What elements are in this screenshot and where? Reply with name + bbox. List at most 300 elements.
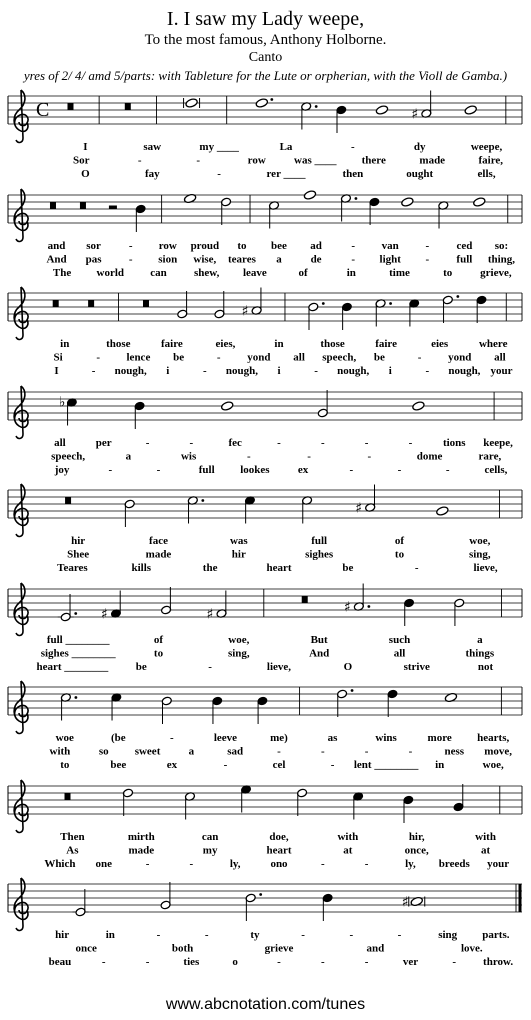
lyric-syllable: heart ________ (36, 661, 109, 673)
treble-clef-path (14, 90, 28, 142)
note-half (60, 693, 77, 721)
lyric-syllable: And (46, 253, 67, 266)
lyric-syllable: (be (110, 732, 126, 744)
lyric-syllable: pas (85, 253, 102, 266)
treble-clef-icon (14, 90, 28, 142)
lyric-syllable: keepe, (483, 437, 513, 449)
breve-rest-icon (302, 596, 308, 603)
lyric-syllable: parts. (482, 929, 510, 941)
lyric-syllable: all (393, 647, 406, 660)
lyric-syllable: sighes ________ (40, 647, 116, 660)
lyric-syllable: weepe, (470, 141, 503, 153)
time-signature: C (36, 99, 50, 121)
lyric-syllable: throw. (483, 956, 514, 968)
lyric-syllable: a (125, 450, 132, 463)
lyric-syllable: rer ____ (266, 168, 306, 180)
lyric-syllable: - (96, 351, 101, 364)
note-half (187, 496, 204, 524)
lyric-syllable: mirth (127, 831, 155, 843)
lyric-syllable: full ________ (46, 634, 110, 646)
lyric-syllable: ness (444, 745, 465, 758)
note-quarter (257, 696, 268, 724)
dot (355, 197, 358, 200)
lyric-syllable: there (361, 154, 386, 167)
lyric-syllable: all (494, 351, 506, 364)
lyric-syllable: - (397, 929, 402, 941)
note-quarter (111, 693, 122, 721)
lyric-syllable: lieve, (266, 661, 292, 673)
note-half (438, 201, 449, 229)
note-quarter (403, 795, 414, 823)
lyric-syllable: in (105, 929, 115, 941)
lyric-syllable: - (397, 464, 402, 476)
breve-rest-icon (67, 103, 73, 110)
lyric-syllable: of (394, 535, 405, 547)
lyric-syllable: I (54, 365, 59, 377)
lyric-syllable: ells, (477, 168, 496, 180)
lyric-syllable: Then (60, 831, 85, 843)
lyric-syllable: woe, (482, 759, 504, 771)
lyric-syllable: those (106, 338, 131, 350)
lyric-syllable: - (247, 450, 251, 463)
note-quarter (212, 696, 223, 724)
tune-subtitle: To the most famous, Anthony Holborne. (144, 32, 387, 48)
lyric-syllable: ty (250, 929, 260, 941)
lyric-syllable: face (149, 535, 168, 547)
note-half (268, 201, 279, 229)
treble-clef-icon (14, 386, 28, 438)
lyric-syllable: - (364, 956, 369, 968)
lyric-syllable: Sor (73, 154, 90, 167)
lyric-syllable: your (490, 365, 513, 377)
lyric-syllable: bee (110, 759, 127, 771)
note-head (375, 105, 388, 116)
lyric-syllable: hir (231, 548, 246, 561)
lyric-syllable: at (343, 844, 353, 857)
lyric-syllable: once (75, 942, 97, 955)
dot (322, 302, 325, 305)
note-half (454, 598, 465, 626)
sharp-icon: ♯ (411, 106, 419, 123)
lyric-syllable: shew, (194, 267, 220, 279)
lyric-syllable: - (128, 253, 133, 266)
note-quarter (387, 689, 398, 717)
lyric-syllable: made (145, 548, 172, 561)
breve-rest-icon (88, 300, 94, 307)
breve-rest-icon (65, 497, 71, 504)
lyric-syllable: a (188, 745, 195, 758)
note-half (207, 591, 228, 623)
lyric-syllable: de (310, 253, 322, 266)
lyric-syllable: nough, (337, 365, 370, 377)
note-half (442, 295, 459, 323)
lyric-syllable: - (277, 956, 281, 968)
note-quarter (404, 598, 415, 626)
lyric-syllable: of (153, 634, 164, 646)
staff-lines (8, 589, 522, 617)
note-head (401, 197, 414, 208)
lyric-syllable: - (408, 437, 413, 449)
lyric-syllable: where (478, 338, 508, 350)
note-whole (303, 190, 316, 201)
lyric-syllable: hir, (408, 831, 425, 843)
treble-clef-icon (14, 681, 28, 733)
lyric-syllable: was (229, 535, 248, 547)
lyric-syllable: - (216, 351, 221, 364)
lyric-syllable: ex (166, 759, 178, 771)
lyric-syllable: faire (160, 338, 183, 350)
treble-clef-icon (14, 484, 28, 536)
lyric-syllable: be (135, 661, 147, 673)
lyric-syllable: - (452, 956, 457, 968)
lyric-syllable: with (337, 831, 359, 843)
lyric-syllable: - (137, 154, 142, 167)
note-half (245, 893, 262, 921)
dot (201, 499, 204, 502)
note-quarter (409, 299, 420, 327)
dot (389, 302, 392, 305)
lyric-syllable: nough, (448, 365, 481, 377)
lyric-syllable: full (198, 464, 215, 476)
treble-clef-icon (14, 780, 28, 832)
lyric-syllable: speech, (322, 351, 357, 364)
lyric-syllable: lookes (240, 464, 270, 476)
lyric-syllable: both (171, 942, 194, 955)
lyric-syllable: ex (297, 464, 309, 476)
note-half (344, 584, 370, 616)
lyric-syllable: - (204, 929, 209, 941)
lyric-syllable: full (311, 535, 328, 547)
note-quarter (101, 591, 122, 623)
lyric-syllable: i (388, 365, 392, 377)
treble-clef-icon (14, 189, 28, 241)
lyric-syllable: be (342, 562, 354, 574)
lyric-syllable: a (477, 634, 483, 646)
part-name: Canto (248, 50, 283, 65)
treble-clef-icon (14, 583, 28, 635)
lyric-syllable: wis (180, 450, 197, 463)
breve-rest-icon (53, 300, 59, 307)
lyric-syllable: with (49, 745, 71, 758)
treble-clef-path (14, 386, 28, 438)
dot (456, 295, 459, 298)
lyric-syllable: per (95, 437, 112, 449)
treble-clef-path (14, 681, 28, 733)
note-whole (464, 105, 477, 116)
lyric-syllable: Shee (67, 548, 90, 561)
lyric-syllable: ono (270, 858, 288, 870)
lyric-syllable: not (477, 661, 494, 673)
lyric-syllable: yond (448, 351, 472, 364)
lyric-syllable: joy (54, 464, 70, 476)
lyric-syllable: leave (242, 267, 267, 279)
lyric-syllable: so (98, 745, 109, 758)
lyric-syllable: ought (406, 168, 434, 180)
note-whole (221, 401, 234, 412)
lyric-syllable: can (201, 831, 219, 843)
lyric-syllable: heart (266, 562, 292, 574)
lyric-syllable: sad (227, 745, 244, 758)
lyric-syllable: La (279, 141, 293, 153)
lyric-syllable: The (52, 267, 72, 279)
breve-rest-icon (125, 103, 131, 110)
lyric-syllable: saw (143, 141, 162, 153)
note-quarter (322, 893, 333, 921)
footer-url[interactable]: www.abcnotation.com/tunes (165, 996, 366, 1013)
note-half (297, 788, 308, 816)
note-breve (184, 98, 200, 109)
lyric-syllable: and (366, 942, 385, 955)
note-quarter (135, 204, 146, 232)
lyric-syllable: faire, (478, 154, 504, 167)
lyric-syllable: - (208, 661, 212, 673)
lyric-syllable: tions (442, 437, 466, 449)
lyric-syllable: nough, (114, 365, 147, 377)
lyric-syllable: dy (413, 141, 426, 153)
lyric-syllable: sion (158, 253, 178, 266)
lyric-syllable: ad (310, 240, 322, 252)
lyric-syllable: - (145, 437, 150, 449)
lyric-syllable: - (170, 732, 174, 744)
lyric-syllable: a (276, 253, 282, 266)
breve-rest-icon (80, 202, 86, 209)
treble-clef-path (14, 484, 28, 536)
lyric-syllable: - (320, 745, 325, 758)
note-quarter (244, 496, 255, 524)
lyric-syllable: woe, (228, 634, 250, 646)
lyric-syllable: wise, (193, 253, 217, 266)
lyric-syllable: - (320, 858, 325, 870)
lyric-syllable: in (274, 338, 284, 350)
lyric-syllable: - (320, 437, 325, 449)
note-half (375, 299, 392, 327)
lyric-syllable: Which (44, 858, 76, 870)
lyric-syllable: - (189, 437, 194, 449)
lyric-syllable: love. (460, 942, 483, 955)
lyric-syllable: ced (456, 240, 473, 252)
sharp-icon: ♯ (206, 606, 214, 623)
lyric-syllable: - (364, 858, 369, 870)
lyric-syllable: thing, (487, 253, 516, 266)
dot (270, 98, 273, 101)
lyric-syllable: - (145, 956, 150, 968)
lyric-syllable: yond (247, 351, 271, 364)
lyric-syllable: to (394, 548, 405, 561)
lyric-syllable: - (320, 956, 325, 968)
note-quarter (353, 792, 364, 820)
lyric-syllable: - (349, 464, 354, 476)
note-whole (375, 105, 388, 116)
note-half (337, 689, 354, 717)
note-head (255, 98, 268, 109)
lyric-syllable: sweet (134, 745, 161, 758)
lyric-syllable: hir (71, 535, 86, 547)
lyric-syllable: - (351, 240, 355, 252)
note-half (177, 291, 188, 319)
lyric-syllable: - (314, 365, 318, 377)
lyric-syllable: made (419, 154, 446, 167)
lyric-syllable: hir (55, 929, 70, 941)
half-rest-icon (109, 206, 117, 210)
lyric-syllable: teares (227, 253, 256, 266)
lyric-syllable: Si (53, 351, 63, 364)
lyric-syllable: to (237, 240, 247, 252)
lyric-syllable: fay (144, 168, 160, 180)
lyric-syllable: - (364, 437, 369, 449)
lyric-syllable: - (203, 365, 207, 377)
lyric-syllable: rare, (478, 450, 502, 463)
lyric-syllable: Teares (57, 562, 88, 574)
note-head (412, 401, 425, 412)
lyric-syllable: more (427, 732, 452, 744)
note-head (464, 105, 477, 116)
lyric-syllable: - (425, 240, 430, 252)
note-half (308, 302, 325, 330)
lyric-syllable: speech, (51, 450, 86, 463)
note-half (355, 485, 376, 517)
dot (74, 696, 77, 699)
lyric-syllable: cells, (484, 464, 508, 476)
lyric-syllable: - (351, 141, 355, 153)
note-half (124, 499, 135, 527)
note-quarter (336, 105, 347, 133)
lyric-syllable: - (367, 450, 372, 463)
lyric-syllable: proud (190, 240, 220, 252)
note-quarter (369, 197, 380, 225)
lyric-syllable: fec (228, 437, 242, 449)
note-half (60, 594, 77, 622)
lyric-syllable: hearts, (477, 732, 510, 744)
lyric-syllable: leeve (213, 732, 238, 744)
breve-rest-icon (143, 300, 149, 307)
lyric-syllable: ver (402, 956, 419, 968)
breve-rest-icon (50, 202, 56, 209)
dot (259, 893, 262, 896)
lyric-syllable: i (166, 365, 170, 377)
lyric-syllable: heart (266, 844, 292, 857)
note-head (221, 401, 234, 412)
lyric-syllable: bee (271, 240, 287, 252)
note-half (302, 496, 313, 524)
lyric-syllable: But (310, 634, 328, 646)
note-half (161, 696, 172, 724)
lyric-syllable: to (153, 647, 164, 660)
lyric-syllable: all (293, 351, 305, 364)
lyric-syllable: strive (403, 661, 430, 673)
note-head (473, 197, 486, 208)
note-breve (402, 895, 425, 911)
lyric-syllable: grieve, (480, 267, 512, 279)
lyric-syllable: - (349, 929, 354, 941)
lyric-syllable: can (150, 267, 167, 279)
note-half (340, 194, 357, 222)
sharp-icon: ♯ (355, 500, 362, 517)
note-half (411, 91, 432, 123)
lyric-syllable: O (81, 168, 90, 180)
lyric-syllable: my ____ (199, 141, 239, 153)
lyric-syllable: and (47, 240, 66, 252)
lyric-syllable: in (346, 267, 356, 279)
lyric-syllable: - (425, 365, 430, 377)
note-quarter (134, 401, 145, 429)
note-whole (401, 197, 414, 208)
note-half (242, 288, 263, 320)
treble-clef-path (14, 189, 28, 241)
lyric-syllable: such (388, 634, 411, 646)
dot (351, 689, 354, 692)
lyric-syllable: things (465, 647, 495, 660)
note-whole (436, 506, 449, 517)
lyric-syllable: O (343, 661, 353, 673)
note-half (317, 390, 328, 418)
tune-description: yres of 2/ 4/ amd 5/parts: with Tableture for the Lute or orpherian, with the Violl de Gamba.) (23, 68, 508, 83)
lyric-syllable: woe (55, 732, 74, 744)
lyric-syllable: breeds (438, 858, 470, 870)
staff-lines (8, 786, 522, 814)
dot (367, 605, 370, 608)
lyric-syllable: to (60, 759, 70, 771)
lyric-syllable: o (232, 956, 238, 968)
lyric-syllable: faire (375, 338, 398, 350)
lyric-syllable: - (364, 745, 369, 758)
lyric-syllable: woe, (469, 535, 491, 547)
lyric-syllable: be (373, 351, 385, 364)
lyric-syllable: - (301, 929, 305, 941)
lyric-syllable: one (95, 858, 112, 870)
tune-title: I. I saw my Lady weepe, (166, 8, 365, 30)
lyric-syllable: those (320, 338, 345, 350)
lyric-syllable: - (408, 745, 413, 758)
lyric-syllable: I (83, 141, 88, 153)
lyric-syllable: kills (131, 562, 152, 574)
lyric-syllable: - (156, 464, 161, 476)
lyric-syllable: so: (494, 240, 509, 252)
lyric-syllable: lence (126, 351, 151, 364)
lyric-syllable: me) (270, 732, 288, 744)
lyric-syllable: wins (375, 732, 397, 744)
lyric-syllable: - (307, 450, 311, 463)
lyric-syllable: As (66, 844, 79, 857)
note-head (185, 98, 198, 109)
treble-clef-icon (14, 878, 28, 930)
note-quarter (453, 784, 464, 812)
lyric-syllable: - (101, 956, 106, 968)
lyric-syllable: made (128, 844, 155, 857)
lyric-syllable: the (202, 562, 218, 574)
lyric-syllable: - (277, 437, 281, 449)
lyric-syllable: doe, (269, 831, 289, 843)
note-whole (473, 197, 486, 208)
note-quarter (341, 302, 352, 330)
lyric-syllable: row (158, 240, 177, 252)
lyric-syllable: - (196, 154, 201, 167)
treble-clef-icon (14, 287, 28, 339)
lyric-syllable: row (247, 154, 266, 167)
note-half (75, 889, 86, 917)
staff-lines (8, 392, 522, 420)
lyric-syllable: time (389, 267, 410, 279)
note-head (303, 190, 316, 201)
lyric-syllable: ly, (229, 858, 241, 870)
lyric-syllable: ties (183, 956, 200, 968)
treble-clef-path (14, 583, 28, 635)
note-half (214, 291, 225, 319)
lyric-syllable: i (277, 365, 281, 377)
lyric-syllable: sing (438, 929, 458, 941)
lyric-syllable: - (445, 464, 450, 476)
lyric-syllable: at (480, 844, 491, 857)
note-half (122, 788, 133, 816)
